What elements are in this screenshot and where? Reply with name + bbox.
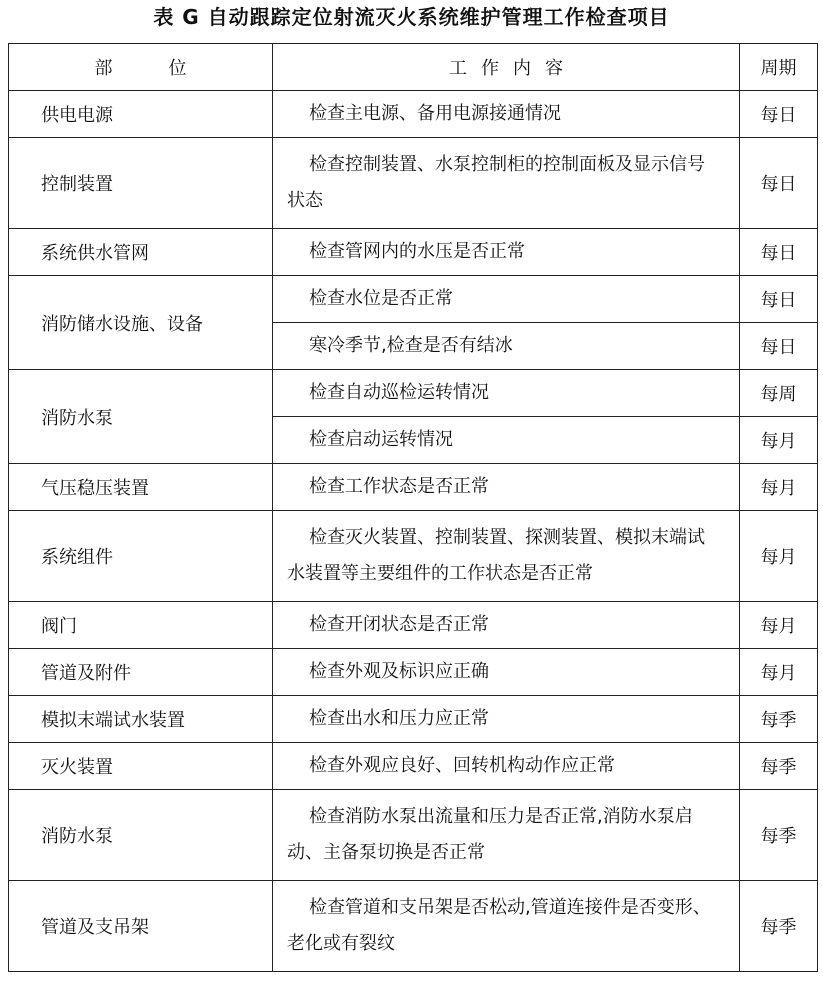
work-cell: 检查控制装置、水泵控制柜的控制面板及显示信号状态 [273,138,740,229]
period-cell: 每月 [740,511,818,602]
table-row [9,229,818,276]
work-cell: 检查外观应良好、回转机构动作应正常 [273,743,740,790]
table-row [9,464,818,511]
table-row [9,370,818,417]
part-cell: 消防水泵 [9,370,273,464]
table-row [9,881,818,972]
part-cell: 管道及附件 [9,649,273,696]
work-cell: 检查水位是否正常 [273,276,740,323]
period-cell: 每季 [740,743,818,790]
period-cell: 每日 [740,91,818,138]
work-cell: 检查自动巡检运转情况 [273,370,740,417]
period-cell: 每月 [740,649,818,696]
period-cell: 每季 [740,790,818,881]
work-cell: 检查外观及标识应正确 [273,649,740,696]
work-cell: 检查启动运转情况 [273,417,740,464]
work-cell: 检查管网内的水压是否正常 [273,229,740,276]
work-cell: 检查工作状态是否正常 [273,464,740,511]
period-cell: 每月 [740,464,818,511]
work-cell: 寒冷季节,检查是否有结冰 [273,323,740,370]
part-cell: 消防水泵 [9,790,273,881]
period-cell: 每周 [740,370,818,417]
part-cell: 阀门 [9,602,273,649]
table-row [9,790,818,881]
table-row [9,276,818,323]
work-cell: 检查灭火装置、控制装置、探测装置、模拟末端试水装置等主要组件的工作状态是否正常 [273,511,740,602]
table-title: 表 G 自动跟踪定位射流灭火系统维护管理工作检查项目 [153,5,670,29]
header-part: 部位 [9,44,273,91]
part-cell: 气压稳压装置 [9,464,273,511]
part-cell: 模拟末端试水装置 [9,696,273,743]
work-cell: 检查消防水泵出流量和压力是否正常,消防水泵启动、主备泵切换是否正常 [273,790,740,881]
part-cell: 系统供水管网 [9,229,273,276]
table-row [9,138,818,229]
period-cell: 每日 [740,138,818,229]
table-row [9,511,818,602]
table-row [9,602,818,649]
part-cell: 供电电源 [9,91,273,138]
part-cell: 消防储水设施、设备 [9,276,273,370]
period-cell: 每日 [740,229,818,276]
table-header-row [9,44,818,91]
part-cell: 管道及支吊架 [9,881,273,972]
work-cell: 检查开闭状态是否正常 [273,602,740,649]
period-cell: 每季 [740,881,818,972]
period-cell: 每月 [740,602,818,649]
period-cell: 每日 [740,276,818,323]
header-period: 周期 [740,44,818,91]
work-cell: 检查出水和压力应正常 [273,696,740,743]
period-cell: 每月 [740,417,818,464]
table-row [9,649,818,696]
table-row [9,743,818,790]
period-cell: 每日 [740,323,818,370]
table-row [9,91,818,138]
header-work: 工作内容 [273,44,740,91]
part-cell: 控制装置 [9,138,273,229]
table-row [9,696,818,743]
work-cell: 检查管道和支吊架是否松动,管道连接件是否变形、老化或有裂纹 [273,881,740,972]
part-cell: 灭火装置 [9,743,273,790]
work-cell: 检查主电源、备用电源接通情况 [273,91,740,138]
period-cell: 每季 [740,696,818,743]
part-cell: 系统组件 [9,511,273,602]
maintenance-table [8,43,818,972]
